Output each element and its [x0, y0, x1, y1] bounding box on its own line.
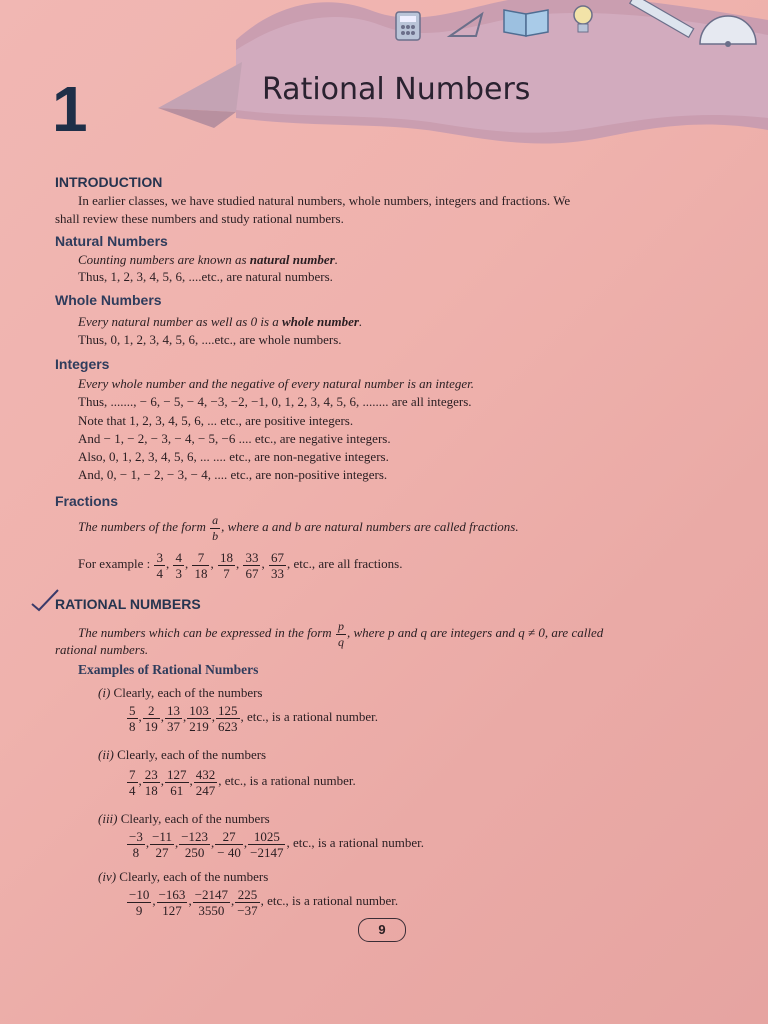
intro-line-1: In earlier classes, we have studied natural numbers, whole numbers, integers and fractions. We [78, 193, 571, 208]
intro-line-2: shall review these numbers and study rational numbers. [55, 211, 344, 226]
rational-fraction: $\frac{103}{219}$ [189, 702, 209, 734]
example-item-label [98, 810, 270, 828]
fractions-definition: The numbers of the form $\frac{a}{b}$ , where a and b are natural numbers are called fractions. [78, 512, 519, 543]
example-item-label [98, 746, 266, 764]
integers-heading: Integers [55, 356, 110, 372]
rational-fraction: $\frac{-2147}{3550}$ [194, 886, 229, 918]
calculator-icon [394, 10, 422, 42]
example-text: Clearly, each of the numbers [113, 747, 267, 762]
rational-fraction: $\frac{2}{19}$ [144, 702, 158, 734]
fraction-example: $\frac{18}{7}$ [219, 549, 233, 581]
intro-heading: INTRODUCTION [55, 174, 163, 190]
fraction-example: $\frac{67}{33}$ [270, 549, 284, 581]
whole-definition: Every natural number as well as 0 is a whole number. [78, 314, 363, 329]
rational-examples-heading: Examples of Rational Numbers [78, 662, 259, 677]
natural-heading: Natural Numbers [55, 233, 168, 249]
fraction-list: $\frac{3}{4}$ , $\frac{4}{3}$ , $\frac{7}{18}$ , $\frac{18}{7}$ , $\frac{33}{67}$ , $\frac{67}{33}$ [156, 549, 284, 581]
page-number: 9 [358, 918, 406, 942]
whole-heading: Whole Numbers [55, 292, 162, 308]
rational-definition: The numbers which can be expressed in the form $\frac{p}{q}$ , where p and q are integers and q ≠ 0, are called [78, 618, 604, 649]
natural-example: Thus, 1, 2, 3, 4, 5, 6, ....etc., are natural numbers. [78, 269, 333, 284]
natural-definition: Counting numbers are known as natural number. [78, 252, 338, 267]
rational-heading: RATIONAL NUMBERS [55, 596, 201, 612]
rational-fraction: $\frac{-163}{127}$ [158, 886, 186, 918]
chapter-number: 1 [52, 73, 88, 145]
integers-line: Also, 0, 1, 2, 3, 4, 5, 6, ... .... etc., are non-negative integers. [78, 449, 389, 464]
rational-fraction: $\frac{-3}{8}$ [129, 828, 143, 860]
protractor-icon [696, 6, 760, 50]
example-fraction-row: $\frac{-3}{8}$ , $\frac{-11}{27}$ , $\frac{-123}{250}$ , $\frac{27}{- 40}$ , $\frac{1025}{-2147}$ , etc., is a rational number. [129, 828, 425, 860]
integers-line: And − 1, − 2, − 3, − 4, − 5, −6 .... etc., are negative integers. [78, 431, 391, 446]
rational-fraction: $\frac{27}{- 40}$ [217, 828, 241, 860]
example-roman-numeral: (i) [98, 685, 111, 700]
rational-fraction: $\frac{-123}{250}$ [181, 828, 209, 860]
example-fraction-row: $\frac{7}{4}$ , $\frac{23}{18}$ , $\frac{127}{61}$ , $\frac{432}{247}$ , etc., is a rational number. [129, 766, 356, 798]
rational-fraction: $\frac{-11}{27}$ [152, 828, 172, 860]
fraction-example: $\frac{4}{3}$ [175, 549, 182, 581]
example-text: Clearly, each of the numbers [110, 685, 263, 700]
whole-example: Thus, 0, 1, 2, 3, 4, 5, 6, ....etc., are whole numbers. [78, 332, 342, 347]
rational-definition-cont: rational numbers. [55, 642, 149, 657]
book-icon [500, 4, 552, 38]
fraction-example: $\frac{7}{18}$ [194, 549, 208, 581]
example-text: Clearly, each of the numbers [116, 869, 269, 884]
example-text: Clearly, each of the numbers [117, 811, 270, 826]
rational-fraction: $\frac{1025}{-2147}$ [250, 828, 284, 860]
rational-fraction: $\frac{-10}{9}$ [129, 886, 150, 918]
set-square-icon [446, 10, 486, 40]
rational-fraction: $\frac{13}{37}$ [167, 702, 180, 734]
example-roman-numeral: (iii) [98, 811, 118, 826]
ruler-icon [620, 0, 700, 40]
integers-line: Thus, ......., − 6, − 5, − 4, −3, −2, −1, 0, 1, 2, 3, 4, 5, 6, ........ are all integers. [78, 394, 472, 409]
chapter-title: Rational Numbers [262, 72, 531, 107]
fraction-example: $\frac{3}{4}$ [156, 549, 163, 581]
lightbulb-icon [568, 2, 598, 36]
example-tail: , etc., is a rational number. [286, 835, 425, 850]
rational-fraction: $\frac{127}{61}$ [167, 766, 187, 798]
example-roman-numeral: (iv) [98, 869, 117, 884]
example-tail: , etc., is a rational number. [240, 709, 379, 724]
rational-fraction: $\frac{125}{623}$ [218, 702, 238, 734]
example-tail: , etc., is a rational number. [218, 773, 356, 788]
integers-line: Note that 1, 2, 3, 4, 5, 6, ... etc., are positive integers. [78, 413, 354, 428]
integers-line: And, 0, − 1, − 2, − 3, − 4, .... etc., are non-positive integers. [78, 467, 388, 482]
chapter-header [0, 0, 768, 170]
rational-fraction: $\frac{7}{4}$ [129, 766, 136, 798]
rational-fraction: $\frac{225}{-37}$ [237, 886, 258, 918]
example-tail: , etc., is a rational number. [260, 893, 399, 908]
rational-fraction: $\frac{432}{247}$ [195, 766, 216, 798]
rational-fraction: $\frac{23}{18}$ [144, 766, 158, 798]
example-item-label [98, 868, 268, 886]
fractions-heading: Fractions [55, 493, 119, 509]
example-item-label [98, 684, 263, 702]
example-fraction-row: $\frac{-10}{9}$ , $\frac{-163}{127}$ , $\frac{-2147}{3550}$ , $\frac{225}{-37}$ , etc., is a rational number. [129, 886, 399, 918]
example-roman-numeral: (ii) [98, 747, 114, 762]
fractions-example: For example : $\frac{3}{4}$ , $\frac{4}{3}$ , $\frac{7}{18}$ , $\frac{18}{7}$ , $\frac{33}{67}$ , $\frac{67}{33}$ , etc., are all fractions. [78, 549, 403, 581]
fraction-example: $\frac{33}{67}$ [245, 549, 259, 581]
integers-definition: Every whole number and the negative of every natural number is an integer. [78, 376, 475, 391]
example-fraction-row: $\frac{5}{8}$ , $\frac{2}{19}$ , $\frac{13}{37}$ , $\frac{103}{219}$ , $\frac{125}{623}$ , etc., is a rational number. [129, 702, 379, 734]
rational-fraction: $\frac{5}{8}$ [129, 702, 136, 734]
